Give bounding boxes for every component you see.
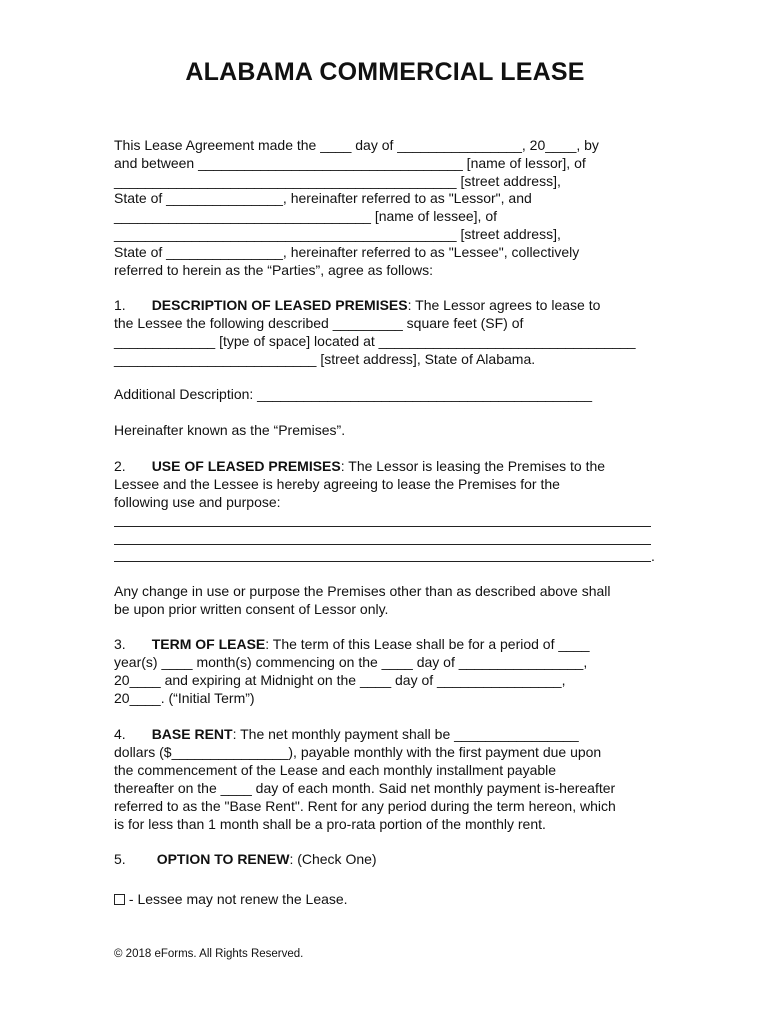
section-2-number: 2. bbox=[114, 458, 126, 474]
section-4-line: thereafter on the ____ day of each month. Said net monthly payment is-hereafter bbox=[114, 780, 616, 796]
section-3-text: : The term of this Lease shall be for a period of ____ bbox=[265, 636, 590, 652]
section-3-line: year(s) ____ month(s) commencing on the ____ day of ________________, bbox=[114, 654, 588, 670]
intro-line: _________________________________ [name of lessee], of bbox=[114, 208, 498, 224]
section-2-line: Lessee and the Lessee is hereby agreeing to lease the Premises for the bbox=[114, 476, 560, 492]
intro-line: and between __________________________________ [name of lessor], of bbox=[114, 155, 586, 171]
section-1-line: _____________ [type of space] located at _________________________________ bbox=[114, 333, 636, 349]
section-1-line: __________________________ [street address], State of Alabama. bbox=[114, 351, 536, 367]
section-3-line: 20____ and expiring at Midnight on the ____ day of ________________, bbox=[114, 672, 566, 688]
intro-line: ____________________________________________ [street address], bbox=[114, 173, 561, 189]
section-4-line: referred to as the "Base Rent". Rent for any period during the term hereon, which bbox=[114, 798, 616, 814]
change-of-use-line: Any change in use or purpose the Premises other than as described above shall bbox=[114, 583, 611, 599]
section-1-heading: DESCRIPTION OF LEASED PREMISES bbox=[151, 297, 408, 313]
section-1-line: the Lessee the following described _________ square feet (SF) of bbox=[114, 315, 524, 331]
section-2-heading-line bbox=[114, 457, 605, 475]
intro-line: State of _______________, hereinafter referred to as "Lessee", collectively bbox=[114, 244, 580, 260]
purpose-period: . bbox=[651, 548, 655, 564]
intro-line: This Lease Agreement made the ____ day of ________________, 20____, by bbox=[114, 137, 599, 153]
section-3-heading-line bbox=[114, 635, 590, 653]
section-1-heading-line bbox=[114, 296, 600, 314]
section-4-heading-line bbox=[114, 725, 579, 743]
renew-option-row bbox=[114, 890, 348, 908]
section-5-number: 5. bbox=[114, 851, 126, 867]
document-title: ALABAMA COMMERCIAL LEASE bbox=[185, 58, 585, 86]
change-of-use-line: be upon prior written consent of Lessor only. bbox=[114, 601, 389, 617]
section-4-line: is for less than 1 month shall be a pro-rata portion of the monthly rent. bbox=[114, 816, 546, 832]
premises-definition: Hereinafter known as the “Premises”. bbox=[114, 422, 346, 438]
section-1-text: : The Lessor agrees to lease to bbox=[407, 297, 601, 313]
no-renew-checkbox[interactable] bbox=[114, 894, 125, 905]
section-3-heading: TERM OF LEASE bbox=[151, 636, 266, 652]
section-3-line: 20____. (“Initial Term”) bbox=[114, 690, 255, 706]
additional-description: Additional Description: ___________________________________________ bbox=[114, 386, 592, 402]
no-renew-label: - Lessee may not renew the Lease. bbox=[125, 891, 348, 907]
section-4-heading: BASE RENT bbox=[151, 726, 233, 742]
intro-line: referred to herein as the “Parties”, agree as follows: bbox=[114, 262, 434, 278]
section-5-text: : (Check One) bbox=[289, 851, 377, 867]
section-4-text: : The net monthly payment shall be ________________ bbox=[232, 726, 579, 742]
section-4-line: dollars ($_______________), payable monthly with the first payment due upon bbox=[114, 744, 602, 760]
purpose-blank-line bbox=[114, 561, 651, 562]
section-4-line: the commencement of the Lease and each monthly installment payable bbox=[114, 762, 557, 778]
section-5-heading-line bbox=[114, 850, 377, 868]
section-4-number: 4. bbox=[114, 726, 126, 742]
section-5-heading: OPTION TO RENEW bbox=[156, 851, 290, 867]
section-2-text: : The Lessor is leasing the Premises to the bbox=[340, 458, 606, 474]
section-2-heading: USE OF LEASED PREMISES bbox=[151, 458, 341, 474]
section-2-line: following use and purpose: bbox=[114, 494, 281, 510]
section-3-number: 3. bbox=[114, 636, 126, 652]
purpose-blank-line bbox=[114, 526, 651, 527]
intro-line: State of _______________, hereinafter referred to as "Lessor", and bbox=[114, 190, 532, 206]
intro-line: ____________________________________________ [street address], bbox=[114, 226, 561, 242]
section-1-number: 1. bbox=[114, 297, 126, 313]
copyright-footer: © 2018 eForms. All Rights Reserved. bbox=[114, 948, 304, 960]
purpose-blank-line bbox=[114, 544, 651, 545]
